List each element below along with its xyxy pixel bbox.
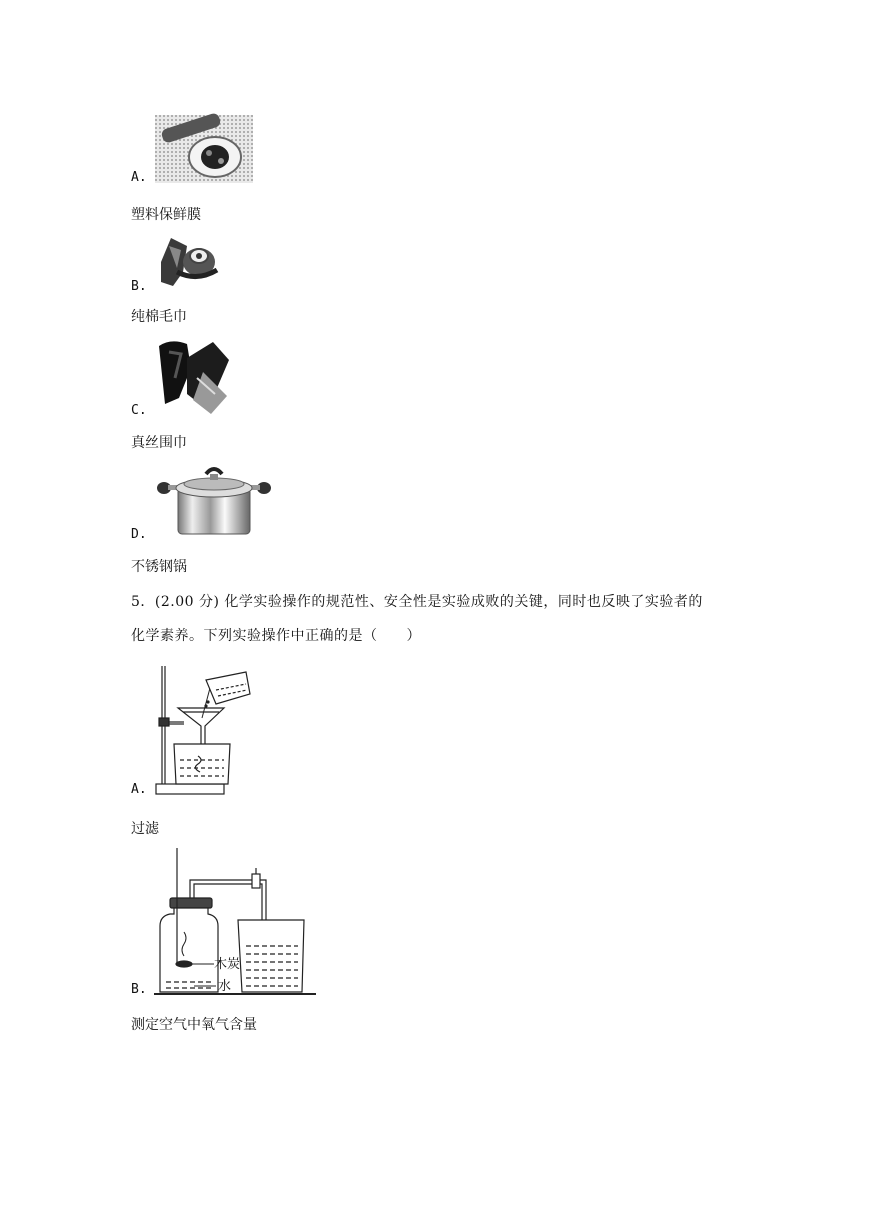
question-5-line-1: 5．(2.00 分) 化学实验操作的规范性、安全性是实验成败的关键，同时也反映了实验者的: [131, 594, 703, 610]
charcoal-label: 木炭: [214, 957, 241, 972]
option-a-letter: A.: [131, 170, 147, 185]
option-c-letter: C.: [131, 403, 147, 418]
option-d-caption: 不锈钢锅: [131, 559, 187, 575]
q5-option-a-caption: 过滤: [131, 821, 159, 837]
option-b-letter: B.: [131, 279, 147, 294]
stainless-pot-photo: [154, 462, 274, 542]
oxygen-measurement-diagram: [150, 846, 320, 996]
option-a-caption: 塑料保鲜膜: [131, 207, 201, 223]
q5-option-a-letter: A.: [131, 782, 147, 797]
filtration-diagram: [150, 660, 260, 800]
water-label: 水: [218, 979, 232, 994]
option-d-letter: D.: [131, 527, 147, 542]
option-c-caption: 真丝围巾: [131, 435, 187, 451]
plastic-wrap-photo: [155, 115, 253, 183]
q5-option-b-caption: 测定空气中氧气含量: [131, 1017, 257, 1033]
q5-option-b-letter: B.: [131, 982, 147, 997]
option-b-caption: 纯棉毛巾: [131, 309, 187, 325]
silk-scarf-photo: [157, 338, 233, 416]
question-5-line-2: 化学素养。下列实验操作中正确的是（ ）: [131, 628, 421, 644]
cotton-towel-photo: [157, 232, 219, 290]
